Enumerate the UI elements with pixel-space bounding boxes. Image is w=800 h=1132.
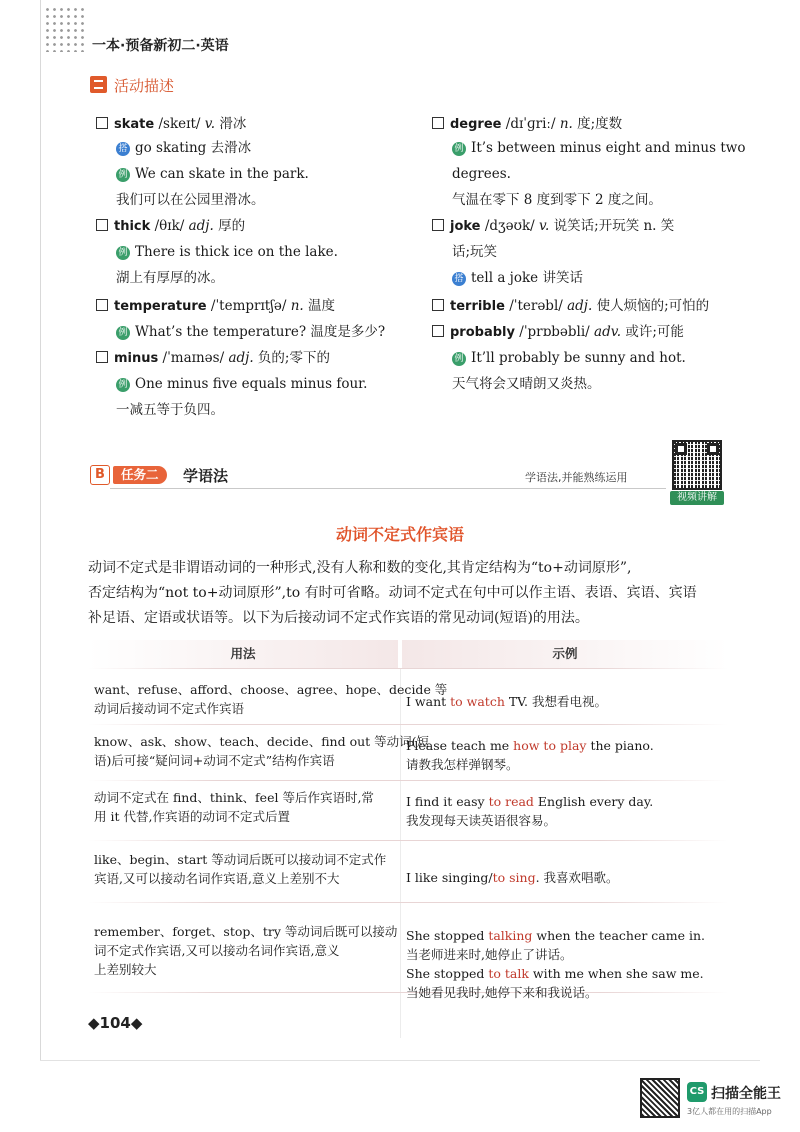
vocab-pos: adv. — [594, 324, 622, 340]
vocab-meaning: 度;度数 — [577, 116, 623, 132]
example-line — [406, 811, 653, 830]
vocab-meaning: 或许;可能 — [625, 324, 684, 340]
example-line — [406, 983, 705, 1002]
vocab-entry — [96, 348, 330, 369]
scanner-tagline: 3亿人都在用的扫描App — [687, 1107, 772, 1116]
example-icon: 例 — [452, 352, 466, 366]
table-usage-cell — [94, 732, 429, 770]
table-usage-cell — [94, 788, 374, 826]
table-row-divider — [88, 780, 728, 781]
scanner-app-name: 扫描全能王 — [711, 1086, 781, 1102]
usage-line: know、ask、show、teach、decide、find out 等动词(短 — [94, 734, 430, 749]
vocab-pos: adj. — [188, 218, 214, 234]
example-icon: 例 — [116, 168, 130, 182]
example-line — [452, 138, 745, 158]
checkbox-icon[interactable] — [432, 299, 444, 311]
vocab-meaning: 滑冰 — [219, 116, 247, 132]
table-header-example: 示例 — [402, 640, 728, 668]
vocab-word: degree — [450, 117, 502, 132]
example-line — [116, 322, 385, 342]
usage-line: 上差别较大 — [94, 962, 157, 977]
vocab-entry — [432, 296, 709, 317]
example-line — [406, 792, 653, 811]
table-row-divider — [88, 840, 728, 841]
translation-line — [452, 164, 511, 184]
vocab-word: probably — [450, 325, 515, 340]
vocab-word: minus — [114, 351, 159, 366]
paragraph-line: 补足语、定语或状语等。以下为后接动词不定式作宾语的常见动词(短语)的用法。 — [88, 610, 589, 626]
vocab-phonetic: /ˈtemprɪtʃə/ — [210, 298, 287, 314]
line-text: One minus five equals minus four. — [135, 376, 368, 392]
example-line — [406, 736, 654, 755]
highlighted-infinitive: to talk — [488, 966, 529, 981]
task-letter-badge: B — [90, 465, 110, 485]
highlighted-infinitive: to read — [488, 794, 534, 809]
table-row-divider — [88, 668, 728, 669]
checkbox-icon[interactable] — [432, 117, 444, 129]
example-line — [452, 348, 686, 368]
example-text: She stopped — [406, 928, 489, 943]
vocab-phonetic: /dʒəʊk/ — [484, 218, 535, 234]
vocab-meaning: 厚的 — [218, 218, 246, 234]
usage-line: 动词不定式在 find、think、feel 等后作宾语时,常 — [94, 790, 374, 805]
translation-line — [116, 190, 265, 210]
vocab-meaning: 负的;零下的 — [257, 350, 330, 366]
checkbox-icon[interactable] — [96, 117, 108, 129]
example-text: 请教我怎样弹钢琴。 — [406, 757, 519, 772]
vocab-phonetic: /skeɪt/ — [158, 116, 201, 132]
example-text: 我发现每天读英语很容易。 — [406, 813, 557, 828]
scanner-qr-code-icon — [640, 1078, 680, 1118]
line-text: It’ll probably be sunny and hot. — [471, 350, 686, 366]
example-text: I find it easy — [406, 794, 489, 809]
checkbox-icon[interactable] — [96, 351, 108, 363]
usage-line: want、refuse、afford、choose、agree、hope、decide 等 — [94, 682, 448, 697]
vocab-pos: v. — [539, 218, 550, 234]
translation-line — [452, 190, 662, 210]
translation-line — [116, 400, 224, 420]
line-text: 我们可以在公园里滑冰。 — [116, 192, 265, 208]
video-qr-label[interactable]: 视频讲解 — [670, 491, 724, 505]
example-line — [406, 692, 607, 711]
example-line — [452, 268, 583, 288]
table-example-cell — [406, 868, 619, 887]
vocab-pos: n. — [559, 116, 573, 132]
scanner-logo-icon: CS — [687, 1082, 707, 1102]
example-text: with me when she saw me. — [528, 966, 704, 981]
vocab-word: skate — [114, 117, 155, 132]
translation-line — [116, 268, 224, 288]
book-header-title: 一本·预备新初二·英语 — [92, 38, 229, 54]
line-text: 湖上有厚厚的冰。 — [116, 270, 224, 286]
page-bottom-line — [40, 1060, 760, 1061]
line-text: It’s between minus eight and minus two — [471, 140, 746, 156]
vocab-phonetic: /ˈprɒbəbli/ — [519, 324, 590, 340]
example-text: when the teacher came in. — [532, 928, 705, 943]
example-line — [116, 374, 367, 394]
line-text: We can skate in the park. — [135, 166, 309, 182]
translation-line — [452, 374, 601, 394]
line-text: 气温在零下 8 度到零下 2 度之间。 — [452, 192, 662, 208]
example-icon: 例 — [116, 378, 130, 392]
line-text: 一减五等于负四。 — [116, 402, 224, 418]
table-usage-cell — [94, 680, 447, 718]
table-usage-cell — [94, 850, 386, 888]
table-row-divider — [88, 724, 728, 725]
paragraph-line: 动词不定式是非谓语动词的一种形式,没有人称和数的变化,其肯定结构为“to+动词原形”, — [88, 560, 632, 576]
example-text: the piano. — [586, 738, 654, 753]
section-icon — [90, 76, 107, 93]
example-line — [406, 945, 705, 964]
vocab-word: temperature — [114, 299, 207, 314]
example-line — [116, 164, 309, 184]
vocab-entry — [96, 296, 335, 317]
translation-line — [452, 242, 497, 262]
example-line — [116, 242, 338, 262]
example-line — [116, 138, 251, 158]
example-text: English every day. — [533, 794, 654, 809]
usage-line: 用 it 代替,作宾语的动词不定式后置 — [94, 809, 290, 824]
task-label: 任务二 — [113, 466, 167, 484]
example-text: She stopped — [406, 966, 489, 981]
vocab-entry — [432, 114, 622, 135]
vocab-entry — [96, 216, 245, 237]
checkbox-icon[interactable] — [432, 325, 444, 337]
vocab-pos: adj. — [228, 350, 254, 366]
usage-line: like、begin、start 等动词后既可以接动词不定式作 — [94, 852, 387, 867]
example-icon: 例 — [452, 142, 466, 156]
example-text: I want — [406, 694, 451, 709]
vocab-meaning: 使人烦恼的;可怕的 — [596, 298, 710, 314]
table-row-divider — [88, 902, 728, 903]
table-example-cell — [406, 736, 654, 774]
usage-line: 动词后接动词不定式作宾语 — [94, 701, 245, 716]
decorative-dot-grid — [44, 6, 84, 52]
video-qr-code-icon[interactable] — [672, 440, 722, 490]
vocab-phonetic: /θɪk/ — [154, 218, 185, 234]
vocab-word: thick — [114, 219, 151, 234]
vocab-pos: adj. — [567, 298, 593, 314]
example-line — [406, 964, 705, 983]
section-title: 活动描述 — [114, 77, 175, 95]
highlighted-infinitive: to sing — [492, 870, 536, 885]
table-usage-cell — [94, 922, 397, 979]
vocab-entry — [432, 322, 684, 343]
line-text: go skating 去滑冰 — [135, 140, 252, 156]
highlighted-infinitive: talking — [488, 928, 533, 943]
page-number: ◆104◆ — [88, 1014, 143, 1032]
example-line — [406, 755, 654, 774]
vocab-pos: v. — [204, 116, 216, 132]
table-example-cell — [406, 692, 607, 711]
checkbox-icon[interactable] — [96, 299, 108, 311]
vocab-word: terrible — [450, 299, 505, 314]
vocab-meaning: 说笑话;开玩笑 n. 笑 — [553, 218, 675, 234]
example-text: I like singing/ — [406, 870, 493, 885]
vocab-entry — [432, 216, 674, 237]
line-text: What’s the temperature? 温度是多少? — [135, 324, 386, 340]
vocab-pos: n. — [290, 298, 304, 314]
checkbox-icon[interactable] — [96, 219, 108, 231]
table-example-cell — [406, 926, 705, 1002]
line-text: 话;玩笑 — [452, 244, 498, 260]
table-example-cell — [406, 792, 653, 830]
highlighted-infinitive: to watch — [450, 694, 505, 709]
line-text: tell a joke 讲笑话 — [471, 270, 583, 286]
vocab-meaning: 温度 — [308, 298, 335, 314]
table-header-usage: 用法 — [88, 640, 398, 668]
example-text: TV. 我想看电视。 — [504, 694, 607, 709]
example-line — [406, 868, 619, 887]
checkbox-icon[interactable] — [432, 219, 444, 231]
vocab-word: joke — [450, 219, 481, 234]
grammar-title: 动词不定式作宾语 — [335, 525, 464, 544]
paragraph-line: 否定结构为“not to+动词原形”,to 有时可省略。动词不定式在句中可以作主语、表语、宾语、宾语 — [88, 585, 697, 601]
line-text: 天气将会又晴朗又炎热。 — [452, 376, 601, 392]
usage-line: 词不定式作宾语,又可以接动名词作宾语,意义 — [94, 943, 340, 958]
example-line — [406, 926, 705, 945]
task-divider — [110, 488, 666, 489]
highlighted-infinitive: how to play — [513, 738, 587, 753]
usage-line: 语)后可接“疑问词+动词不定式”结构作宾语 — [94, 753, 335, 768]
task-aim: 学语法,并能熟练运用 — [525, 471, 628, 484]
vocab-phonetic: /dɪˈɡriː/ — [505, 116, 556, 132]
usage-line: 宾语,又可以接动名词作宾语,意义上差别不大 — [94, 871, 340, 886]
vocab-phonetic: /ˈterəbl/ — [509, 298, 563, 314]
usage-line: remember、forget、stop、try 等动词后既可以接动 — [94, 924, 398, 939]
task-title: 学语法 — [183, 467, 229, 485]
example-text: 当老师进来时,她停止了讲话。 — [406, 947, 573, 962]
example-text: Please teach me — [406, 738, 514, 753]
example-text: . 我喜欢唱歌。 — [535, 870, 619, 885]
example-icon: 例 — [116, 246, 130, 260]
line-text: degrees. — [452, 166, 511, 182]
collocation-icon: 搭 — [116, 142, 130, 156]
grammar-paragraph — [88, 556, 736, 631]
line-text: There is thick ice on the lake. — [135, 244, 338, 260]
example-icon: 例 — [116, 326, 130, 340]
collocation-icon: 搭 — [452, 272, 466, 286]
vocab-phonetic: /ˈmaɪnəs/ — [162, 350, 225, 366]
example-text: 当她看见我时,她停下来和我说话。 — [406, 985, 598, 1000]
vocab-entry — [96, 114, 246, 135]
